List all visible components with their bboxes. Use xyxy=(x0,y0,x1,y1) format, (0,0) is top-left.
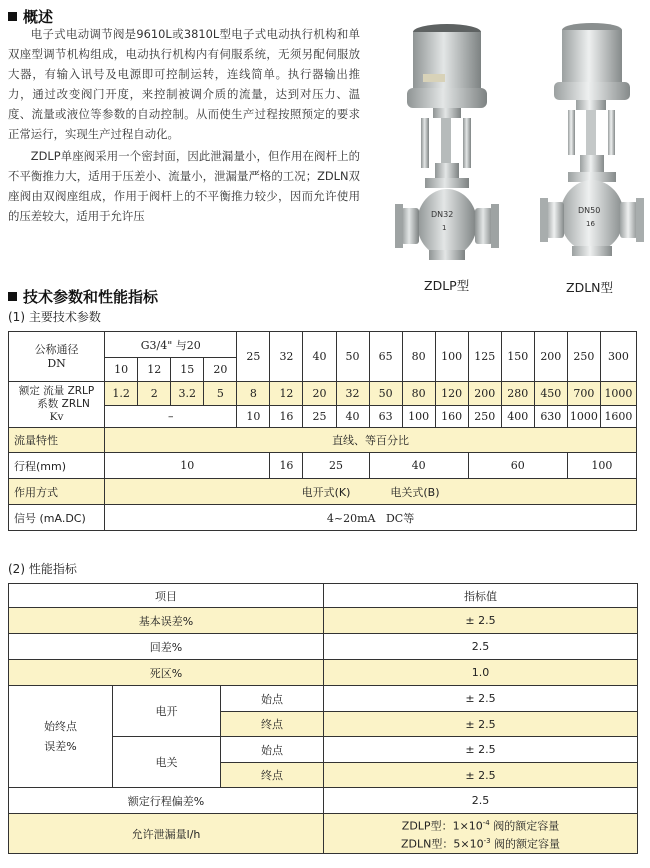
main-params-table xyxy=(8,331,637,531)
dn-size: 150 xyxy=(501,332,534,382)
zrlp-value: 1000 xyxy=(600,382,636,406)
dn-size: 40 xyxy=(303,332,336,382)
overview-heading: 概述 xyxy=(8,6,53,27)
leakage-zdln: ZDLN型：$5\times 10^{-3}$ 阀的额定容量 xyxy=(401,836,561,851)
stroke-value: 40 xyxy=(369,453,468,479)
zrln-value: 100 xyxy=(402,406,435,428)
open-end-value: ± 2.5 xyxy=(324,712,638,737)
zrln-small-value: – xyxy=(105,406,237,428)
g-size: 20 xyxy=(204,358,237,382)
overview-text xyxy=(8,24,360,226)
zrlp-value: 280 xyxy=(501,382,534,406)
zrlp-value: 2 xyxy=(138,382,171,406)
zrln-value: 25 xyxy=(303,406,336,428)
open-start-value: ± 2.5 xyxy=(324,686,638,712)
basic-error-value: ± 2.5 xyxy=(324,608,638,634)
start-label: 始点 xyxy=(221,737,324,763)
close-label: 电关 xyxy=(113,737,221,788)
dn-size: 250 xyxy=(567,332,600,382)
dn-size: 100 xyxy=(435,332,468,382)
zrln-value: 10 xyxy=(237,406,270,428)
stroke-value: 10 xyxy=(105,453,270,479)
leakage-label: 允许泄漏量l/h xyxy=(9,814,324,854)
leakage-zdlp: ZDLP型：$1\times 10^{-4}$ 阀的额定容量 xyxy=(401,818,560,833)
zrln-value: 63 xyxy=(369,406,402,428)
performance-table xyxy=(8,583,638,854)
g-size: 15 xyxy=(171,358,204,382)
zdln-caption: ZDLN型 xyxy=(566,280,614,295)
zdlp-valve-image: DN32 1 xyxy=(395,18,505,273)
stroke-value: 100 xyxy=(567,453,636,479)
dead-zone-label: 死区% xyxy=(9,660,324,686)
stroke-value: 16 xyxy=(270,453,303,479)
leakage-value xyxy=(324,814,638,854)
stroke-label: 行程(mm) xyxy=(9,453,105,479)
dn-size: 125 xyxy=(468,332,501,382)
stroke-deviation-value: 2.5 xyxy=(324,788,638,814)
close-end-value: ± 2.5 xyxy=(324,763,638,788)
open-label: 电开 xyxy=(113,686,221,737)
zrlp-value: 450 xyxy=(534,382,567,406)
start-end-error-label: 始终点 误差% xyxy=(9,686,113,788)
g-size: 10 xyxy=(105,358,138,382)
zrln-value: 630 xyxy=(534,406,567,428)
zrlp-value: 80 xyxy=(402,382,435,406)
end-label: 终点 xyxy=(221,763,324,788)
zrln-value: 16 xyxy=(270,406,303,428)
overview-paragraph-2: ZDLP单座阀采用一个密封面，因此泄漏量小，但作用在阀杆上的不平衡推力大，适用于压差小、流量小，泄漏量严格的工况；ZDLN双座阀由双阀座组成，作用于阀杆上的不平衡推力较少，因而允许使用的压差较大，适用于允许压 xyxy=(8,149,360,223)
zrlp-value: 8 xyxy=(237,382,270,406)
value-header: 指标值 xyxy=(324,584,638,608)
zrlp-value: 3.2 xyxy=(171,382,204,406)
start-label: 始点 xyxy=(221,686,324,712)
stroke-deviation-label: 额定行程偏差% xyxy=(9,788,324,814)
square-bullet-icon xyxy=(8,12,17,21)
end-label: 终点 xyxy=(221,712,324,737)
zrln-value: 160 xyxy=(435,406,468,428)
specs-heading: 技术参数和性能指标 xyxy=(8,286,158,307)
basic-error-label: 基本误差% xyxy=(9,608,324,634)
dn-size: 80 xyxy=(402,332,435,382)
return-error-label: 回差% xyxy=(9,634,324,660)
zrln-value: 400 xyxy=(501,406,534,428)
zdlp-caption: ZDLP型 xyxy=(424,278,470,293)
zrlp-value: 1.2 xyxy=(105,382,138,406)
dn-size: 50 xyxy=(336,332,369,382)
zrln-value: 250 xyxy=(468,406,501,428)
dn-label-cell: 公称通径 DN xyxy=(9,332,105,382)
zrln-value: 1600 xyxy=(600,406,636,428)
item-header: 项目 xyxy=(9,584,324,608)
signal-label: 信号 (mA.DC) xyxy=(9,505,105,531)
dn-size: 25 xyxy=(237,332,270,382)
performance-subtitle: (2) 性能指标 xyxy=(8,562,77,576)
zrlp-value: 50 xyxy=(369,382,402,406)
close-start-value: ± 2.5 xyxy=(324,737,638,763)
zrlp-value: 32 xyxy=(336,382,369,406)
zrlp-value: 200 xyxy=(468,382,501,406)
action-label: 作用方式 xyxy=(9,479,105,505)
g-size: 12 xyxy=(138,358,171,382)
flow-label: 流量特性 xyxy=(9,428,105,453)
dn-size: 300 xyxy=(600,332,636,382)
zrln-value: 1000 xyxy=(567,406,600,428)
g-group-header: G3/4" 与20 xyxy=(105,332,237,358)
zrlp-value: 5 xyxy=(204,382,237,406)
stroke-value: 25 xyxy=(303,453,369,479)
overview-paragraph-1: 电子式电动调节阀是9610L或3810L型电子式电动执行机构和单双座型调节机构组成，电动执行机构内有伺服系统，无须另配伺服放大器，有输入讯号及电源即可控制运转，连线简单。执行器输出推力，通过改变阀门开度，来控制被调介质的流量，达到对压力、温度、流量或液位等参数的自动控制。从而使生产过程按照预定的要求正常运行，实现生产过程自动化。 xyxy=(8,27,360,141)
stroke-value: 60 xyxy=(468,453,567,479)
return-error-value: 2.5 xyxy=(324,634,638,660)
signal-value: 4~20mA DC等 xyxy=(105,505,637,531)
zrln-value: 40 xyxy=(336,406,369,428)
action-value: 电开式(K) 电关式(B) xyxy=(105,479,637,505)
flow-value: 直线、等百分比 xyxy=(105,428,637,453)
kv-label-cell: 额定 流量 ZRLP 系数 ZRLN Kv xyxy=(9,382,105,428)
zrlp-value: 700 xyxy=(567,382,600,406)
zdln-valve-image: DN50 16 xyxy=(540,20,645,270)
dn-size: 200 xyxy=(534,332,567,382)
dn-size: 32 xyxy=(270,332,303,382)
dead-zone-value: 1.0 xyxy=(324,660,638,686)
zrlp-value: 20 xyxy=(303,382,336,406)
zrlp-value: 12 xyxy=(270,382,303,406)
dn-size: 65 xyxy=(369,332,402,382)
zrlp-value: 120 xyxy=(435,382,468,406)
main-params-subtitle: (1) 主要技术参数 xyxy=(8,310,101,324)
square-bullet-icon xyxy=(8,292,17,301)
